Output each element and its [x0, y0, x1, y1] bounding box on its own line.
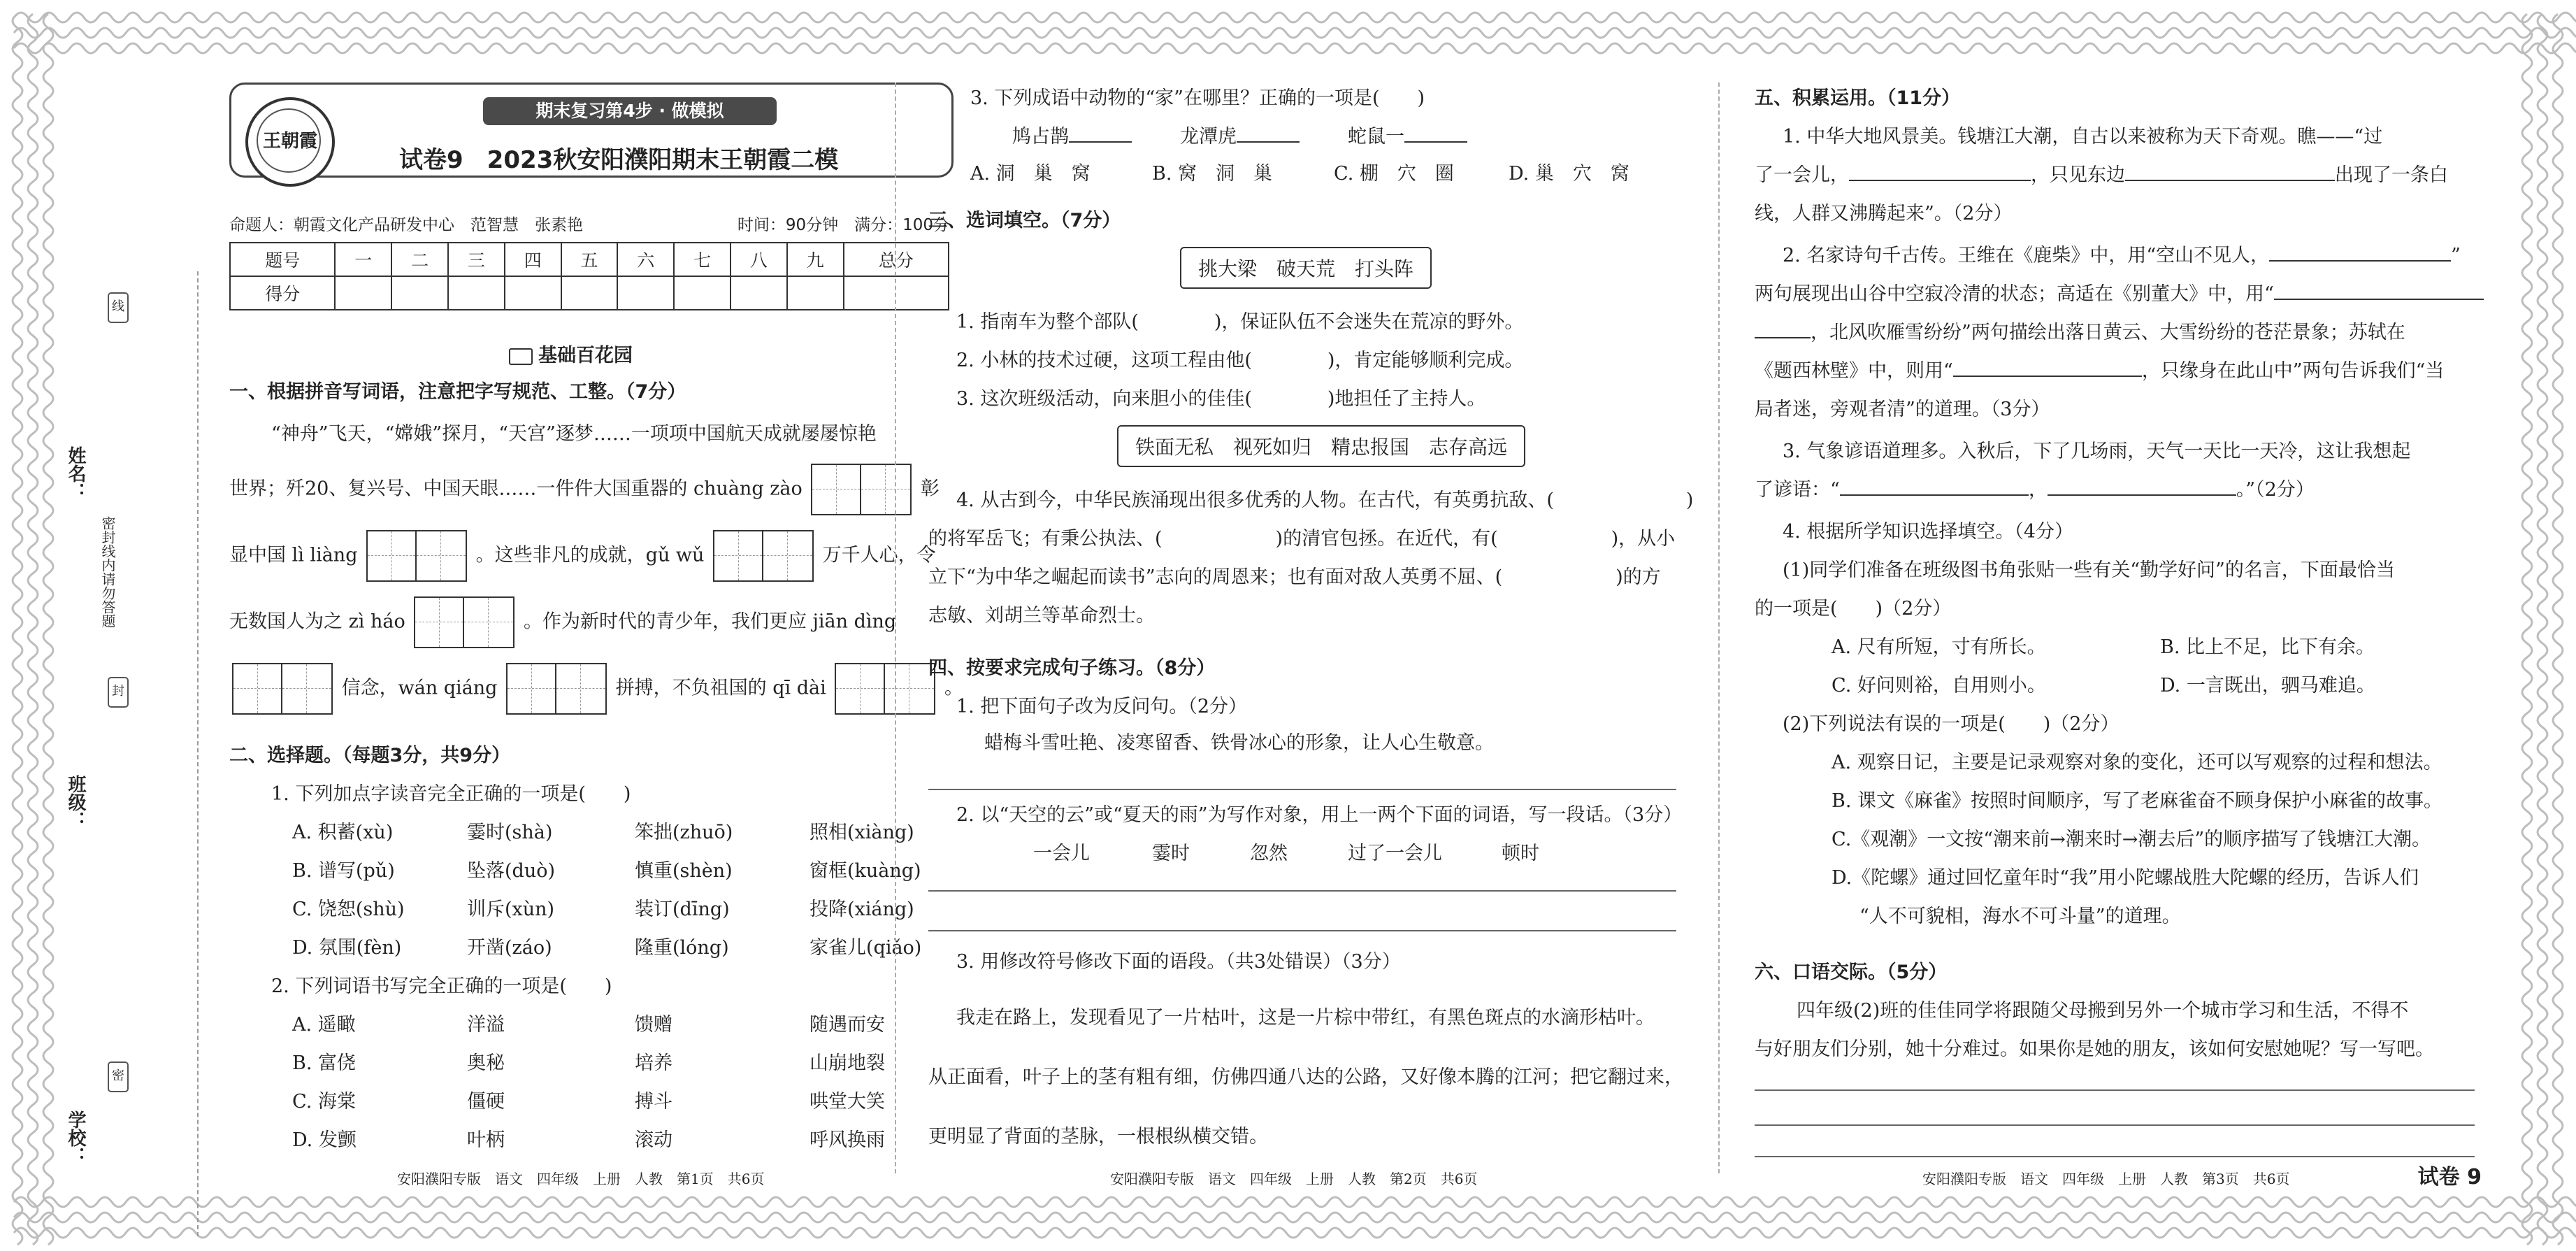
s1-text: 彰 — [920, 478, 940, 500]
q3-opt: A. 洞 巢 窝 — [970, 163, 1091, 185]
p3-text: ， — [2028, 479, 2048, 501]
authors-line: 命题人：朝霞文化产品研发中心 范智慧 张素艳 — [229, 216, 583, 234]
q2-opt-a: 馈赠 — [635, 1014, 672, 1036]
g2-word: 忽然 — [1250, 843, 1288, 864]
score-input[interactable] — [787, 276, 844, 310]
q2-opt-d: 呼风换雨 — [810, 1129, 885, 1151]
score-cell: 八 — [731, 243, 787, 276]
section-5-title: 五、积累运用。（11分） — [1755, 87, 1961, 109]
q1-opt-c: 训斥(xùn) — [467, 899, 555, 920]
score-cell: 一 — [335, 243, 391, 276]
p2-text: ，北风吹雁雪纷纷”两句描绘出落日黄云、大雪纷纷的苍茫景象；苏轼在 — [1811, 322, 2405, 343]
q1-opt-a: 照相(xiàng) — [810, 822, 914, 843]
fill-4-l4: 志敏、刘胡兰等革命烈士。 — [928, 605, 1155, 627]
q1-opt-a: 笨拙(zhuō) — [635, 822, 733, 843]
seal-note: 密封线内请勿答题 — [99, 516, 116, 628]
p2-text: 2. 名家诗句千古传。王维在《鹿柴》中，用“空山不见人， — [1783, 245, 2270, 266]
q2-opt-a: A. 遥瞰 — [292, 1014, 356, 1036]
fill-4-l3: 立下“为中华之崛起而读书”志向的周恩来；也有面对敌人英勇不屈、( )的方 — [928, 566, 1661, 588]
s1-text: 显中国 lì liàng — [229, 544, 358, 566]
fill-2: 2. 小林的技术过硬，这项工程由他( )，肯定能够顺利完成。 — [956, 350, 1524, 371]
p1-text: 出现了一条白 — [2335, 164, 2448, 186]
p4-1-opt: B. 比上不足，比下有余。 — [2160, 636, 2375, 658]
q2-opt-c: 哄堂大笑 — [810, 1091, 885, 1113]
g2-stem: 2. 以“天空的云”或“夏天的雨”为写作对象，用上一两个下面的词语，写一段话。（3分） — [956, 804, 1683, 826]
score-cell: 六 — [617, 243, 674, 276]
g1-text: 蜡梅斗雪吐艳、凌寒留香、铁骨冰心的形象，让人心生敬意。 — [984, 732, 1494, 754]
exam-header — [229, 83, 954, 178]
s1-line-5 — [229, 663, 963, 715]
section-4-title: 四、按要求完成句子练习。（8分） — [928, 657, 1216, 679]
score-cell: 二 — [391, 243, 448, 276]
answer-line[interactable] — [1755, 1124, 2475, 1126]
seal-mark-mid: 封 — [108, 677, 129, 708]
score-cell: 题号 — [230, 243, 335, 276]
q1-stem: 1. 下列加点字读音完全正确的一项是( ) — [271, 783, 631, 805]
class-label: 班级： — [65, 775, 86, 829]
q3-word — [1180, 121, 1300, 148]
pinyin-grid[interactable] — [232, 663, 333, 715]
p2-text: 两句展现出山谷中空寂冷清的状态；高适在《别董大》中，用“ — [1755, 283, 2274, 305]
p4-1-line-2: 的一项是( )（2分） — [1755, 598, 1952, 620]
section-banner — [509, 340, 633, 367]
logo-text: 王朝霞 — [262, 131, 317, 152]
section-1-title: 一、根据拼音写词语，注意把字写规范、工整。（7分） — [229, 381, 686, 403]
column-3 — [1755, 69, 2482, 1187]
column-2 — [928, 69, 1694, 1187]
pinyin-grid[interactable] — [713, 530, 814, 582]
g2-word: 霎时 — [1152, 843, 1190, 864]
p2-line-4 — [1755, 355, 2444, 383]
q2-opt-b: B. 富侥 — [292, 1052, 357, 1074]
p4-2-opt-cont: “人不可貌相，海水不可斗量”的道理。 — [1859, 906, 2181, 927]
score-cell: 七 — [674, 243, 731, 276]
q2-opt-d: D. 发颤 — [292, 1129, 357, 1151]
school-label: 学校： — [65, 1110, 86, 1165]
seal-mark-bottom: 密 — [108, 1061, 129, 1092]
score-value-row — [230, 276, 949, 310]
q1-opt-b: 慎重(shèn) — [635, 860, 733, 882]
score-cell: 五 — [561, 243, 618, 276]
q3-opt: C. 棚 穴 圈 — [1334, 163, 1454, 185]
p4-2-opt: B. 课文《麻雀》按照时间顺序，写了老麻雀奋不顾身保护小麻雀的故事。 — [1832, 790, 2443, 812]
fill-4-l1: 4. 从古到今，中华民族涌现出很多优秀的人物。在古代，有英勇抗敌、( ) — [956, 489, 1694, 511]
q1-opt-c: C. 饶恕(shù) — [292, 899, 405, 920]
answer-line[interactable] — [928, 890, 1676, 892]
p4-1-opt: D. 一言既出，驷马难追。 — [2160, 675, 2375, 696]
p2-text: 《题西林壁》中，则用“ — [1755, 360, 1953, 382]
score-input[interactable] — [674, 276, 731, 310]
q2-opt-a: 随遇而安 — [810, 1014, 885, 1036]
p1-line-3: 线，人群又沸腾起来”。（2分） — [1755, 203, 2013, 224]
q1-opt-d: 家雀儿(qiǎo) — [810, 937, 922, 959]
p3-text: 了谚语：“ — [1755, 479, 1840, 501]
p4-2-opt: A. 观察日记，主要是记录观察对象的变化，还可以写观察的过程和想法。 — [1832, 752, 2442, 773]
p1-line-1: 1. 中华大地风景美。钱塘江大潮，自古以来被称为天下奇观。瞧——“过 — [1783, 126, 2383, 148]
pinyin-grid[interactable] — [506, 663, 607, 715]
s1-line-4 — [229, 596, 896, 648]
p4-2-opt: D.《陀螺》通过回忆童年时“我”用小陀螺战胜大陀螺的经历，告诉人们 — [1832, 867, 2419, 889]
header-tab: 期末复习第4步 · 做模拟 — [483, 97, 777, 125]
pinyin-grid[interactable] — [414, 596, 515, 648]
s1-text: 。这些非凡的成就，gǔ wǔ — [475, 544, 705, 566]
pinyin-grid[interactable] — [811, 464, 912, 515]
p4-2-opt: C.《观潮》一文按“潮来前→潮来时→潮去后”的顺序描写了钱塘江大潮。 — [1832, 829, 2431, 850]
section-6-title: 六、口语交际。（5分） — [1755, 962, 1948, 983]
p4-1-opt: C. 好问则裕，自用则小。 — [1832, 675, 2046, 696]
score-cell: 三 — [448, 243, 505, 276]
column-1 — [229, 69, 963, 1187]
score-input[interactable] — [505, 276, 561, 310]
score-cell: 九 — [787, 243, 844, 276]
q2-opt-b: 奥秘 — [467, 1052, 505, 1074]
p3-line-2 — [1755, 474, 2315, 501]
q2-opt-b: 山崩地裂 — [810, 1052, 885, 1074]
s1-text: 无数国人为之 zì háo — [229, 610, 405, 633]
fill-1: 1. 指南车为整个部队( )，保证队伍不会迷失在荒凉的野外。 — [956, 311, 1524, 333]
p4-stem: 4. 根据所学知识选择填空。（4分） — [1783, 521, 2074, 543]
score-cell: 四 — [505, 243, 561, 276]
answer-line[interactable] — [1755, 1089, 2475, 1091]
score-cell: 总分 — [844, 243, 949, 276]
p1-text: 了一会儿， — [1755, 164, 1849, 186]
p4-1-opt: A. 尺有所短，寸有所长。 — [1832, 636, 2046, 658]
word-bank-2: 铁面无私 视死如归 精忠报国 志存高远 — [1117, 425, 1525, 467]
section-2-title: 二、选择题。（每题3分，共9分） — [229, 745, 511, 766]
score-header-row — [230, 243, 949, 276]
q2-opt-c: 搏斗 — [635, 1091, 672, 1113]
exam-number-badge: 试卷 9 — [2417, 1165, 2482, 1189]
answer-line[interactable] — [928, 930, 1676, 931]
book-icon — [509, 348, 533, 365]
g1-stem: 1. 把下面句子改为反问句。（2分） — [956, 696, 1248, 717]
q2-opt-c: C. 海棠 — [292, 1091, 356, 1113]
q1-opt-b: B. 谱写(pǔ) — [292, 860, 395, 882]
q1-opt-d: 开凿(záo) — [467, 937, 552, 959]
g2-word: 过了一会儿 — [1348, 843, 1442, 864]
q1-opt-d: D. 氛围(fèn) — [292, 937, 402, 959]
g3-text-3: 更明显了背面的茎脉，一根根纵横交错。 — [928, 1126, 1268, 1148]
p4-1-line-1: (1)同学们准备在班级图书角张贴一些有关“勤学好问”的名言，下面最恰当 — [1783, 559, 2395, 581]
score-input[interactable] — [561, 276, 618, 310]
p3-text: 。”（2分） — [2236, 479, 2315, 501]
p1-line-2 — [1755, 159, 2448, 187]
q1-opt-c: 投降(xiáng) — [810, 899, 914, 920]
answer-blank[interactable] — [1840, 479, 2029, 496]
answer-blank[interactable] — [1755, 322, 1811, 338]
s1-line-2 — [229, 464, 940, 515]
answer-blank[interactable] — [1849, 164, 2031, 181]
answer-blank[interactable] — [2125, 164, 2335, 181]
answer-blank[interactable] — [1237, 126, 1300, 143]
s1-text: 万千人心，令 — [822, 544, 936, 566]
g3-text-1: 我走在路上，发现看见了一片枯叶，这是一片棕中带红，有黑色斑点的水滴形枯叶。 — [956, 1007, 1655, 1029]
q3-opt: D. 巢 穴 窝 — [1509, 163, 1629, 185]
q1-opt-a: 霎时(shà) — [467, 822, 553, 843]
fill-4-l2: 的将军岳飞；有秉公执法、( )的清官包拯。在近代，有( )，从小 — [928, 528, 1676, 550]
q3-opt: B. 窝 洞 巢 — [1152, 163, 1273, 185]
p2-line-3 — [1755, 317, 2405, 344]
answer-line[interactable] — [928, 789, 1676, 790]
score-input[interactable] — [448, 276, 505, 310]
page-footer-1: 安阳濮阳专版 语文 四年级 上册 人教 第1页 共6页 — [397, 1171, 765, 1187]
q2-opt-b: 培养 — [635, 1052, 672, 1074]
s1-line-1: “神舟”飞天，“嫦娥”探月，“天宫”逐梦……一项项中国航天成就屡屡惊艳 — [271, 423, 877, 445]
g2-word: 一会儿 — [1033, 843, 1090, 864]
g3-text-2: 从正面看，叶子上的茎有粗有细，仿佛四通八达的公路，又好像本腾的江河；把它翻过来， — [928, 1066, 1683, 1088]
brand-logo — [245, 97, 335, 187]
q1-opt-c: 装订(dīng) — [635, 899, 730, 920]
q3-word-text: 鸠占鹊 — [1012, 126, 1069, 148]
p4-2-stem: (2)下列说法有误的一项是( )（2分） — [1783, 713, 2120, 735]
page-footer-3: 安阳濮阳专版 语文 四年级 上册 人教 第3页 共6页 — [1922, 1171, 2290, 1187]
answer-blank[interactable] — [1953, 360, 2142, 377]
q1-opt-b: 坠落(duò) — [467, 860, 555, 882]
p2-text: ” — [2451, 245, 2461, 266]
exam-title: 试卷9 2023秋安阳濮阳期末王朝霞二模 — [399, 146, 839, 174]
q2-opt-c: 僵硬 — [467, 1091, 505, 1113]
score-table — [229, 242, 949, 310]
q2-opt-d: 叶柄 — [467, 1129, 505, 1151]
exam-sheet — [65, 69, 2494, 1189]
q2-opt-a: 洋溢 — [467, 1014, 505, 1036]
p2-line-2 — [1755, 278, 2484, 306]
answer-blank[interactable] — [1404, 126, 1467, 143]
p1-text: ，只见东边 — [2031, 164, 2125, 186]
oral-line-2: 与好朋友们分别，她十分难过。如果你是她的朋友，该如何安慰她呢？写一写吧。 — [1755, 1038, 2434, 1060]
column-divider — [1718, 83, 1720, 1173]
answer-blank[interactable] — [1069, 126, 1132, 143]
q2-stem: 2. 下列词语书写完全正确的一项是( ) — [271, 975, 612, 997]
g3-stem: 3. 用修改符号修改下面的语段。（共3处错误）（3分） — [956, 951, 1401, 973]
score-input[interactable] — [731, 276, 787, 310]
score-cell: 得分 — [230, 276, 335, 310]
binding-line — [197, 271, 199, 1236]
answer-blank[interactable] — [2269, 245, 2451, 262]
p2-line-5: 局者迷，旁观者清”的道理。（3分） — [1755, 399, 2050, 420]
pinyin-grid[interactable] — [366, 530, 467, 582]
q3-word-text: 蛇鼠一 — [1348, 126, 1404, 148]
q1-opt-d: 隆重(lóng) — [635, 937, 729, 959]
column-divider — [895, 83, 896, 1173]
q3-word-text: 龙潭虎 — [1180, 126, 1237, 148]
s1-text: 信念，wán qiáng — [341, 677, 498, 699]
score-input[interactable] — [335, 276, 391, 310]
q3-stem: 3. 下列成语中动物的“家”在哪里？正确的一项是( ) — [970, 87, 1425, 109]
time-score: 时间：90分钟 满分：100分 — [737, 216, 949, 234]
fill-3: 3. 这次班级活动，向来胆小的佳佳( )地担任了主持人。 — [956, 388, 1486, 410]
q1-opt-a: A. 积蓄(xù) — [292, 822, 394, 843]
page-footer-2: 安阳濮阳专版 语文 四年级 上册 人教 第2页 共6页 — [1110, 1171, 1478, 1187]
score-input[interactable] — [391, 276, 448, 310]
q2-opt-d: 滚动 — [635, 1129, 672, 1151]
section-3-title: 三、选词填空。（7分） — [928, 210, 1121, 231]
answer-blank[interactable] — [2274, 283, 2484, 300]
seal-mark-top: 线 — [108, 292, 129, 323]
oral-line-1: 四年级(2)班的佳佳同学将跟随父母搬到另外一个城市学习和生活，不得不 — [1797, 1000, 2409, 1022]
score-input[interactable] — [617, 276, 674, 310]
banner-text: 基础百花园 — [538, 345, 633, 366]
s1-line-3 — [229, 530, 936, 582]
name-label: 姓名： — [65, 446, 86, 501]
answer-line[interactable] — [1755, 1156, 2475, 1157]
s1-text: 拼搏，不负祖国的 qī dài — [615, 677, 826, 699]
pinyin-grid[interactable] — [835, 663, 935, 715]
s1-text: 世界；歼20、复兴号、中国天眼……一件件大国重器的 chuàng zào — [229, 478, 803, 500]
p2-text: ，只缘身在此山中”两句告诉我们“当 — [2141, 360, 2445, 382]
s1-text: 。作为新时代的青少年，我们更应 jiān dìng — [523, 610, 897, 633]
q1-opt-b: 窗框(kuàng) — [810, 860, 921, 882]
word-bank-1: 挑大梁 破天荒 打头阵 — [1180, 247, 1432, 289]
g2-word: 顿时 — [1502, 843, 1539, 864]
answer-blank[interactable] — [2048, 479, 2236, 496]
s1-text: 。 — [944, 677, 963, 699]
p3-line-1: 3. 气象谚语道理多。入秋后，下了几场雨，天气一天比一天冷，这让我想起 — [1783, 441, 2411, 462]
q3-word — [1348, 121, 1467, 148]
q3-word — [1012, 121, 1132, 148]
p2-line-1 — [1783, 240, 2461, 267]
